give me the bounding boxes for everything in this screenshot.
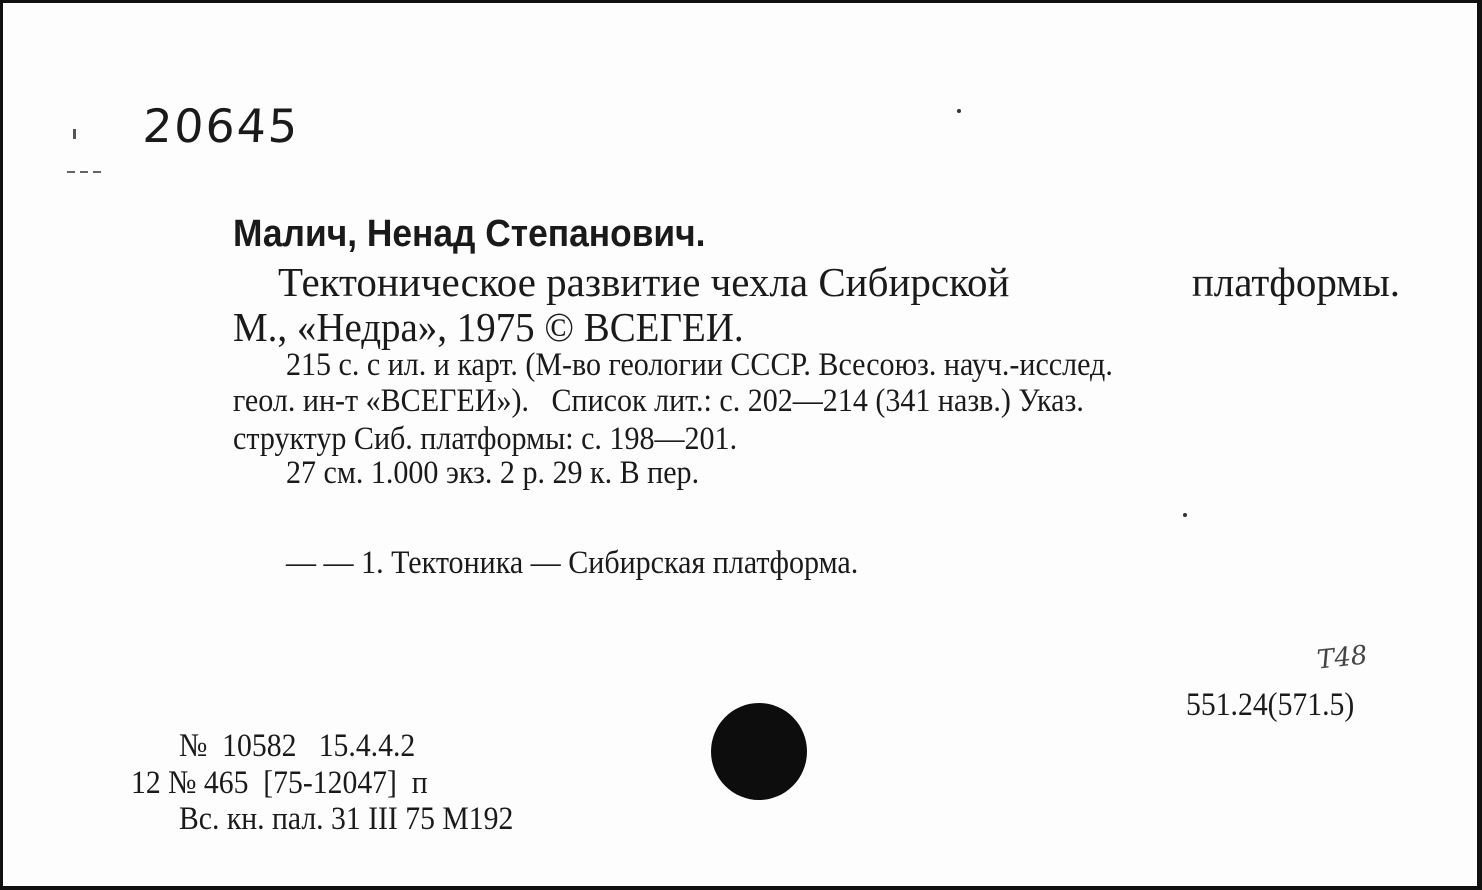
inventory-number: 20645 bbox=[141, 99, 301, 153]
title-text-end: платформы. bbox=[1191, 259, 1400, 305]
punch-hole bbox=[711, 703, 807, 800]
record-line: 12 № 465 [75-12047] п bbox=[131, 765, 428, 801]
title-text: Тектоническое развитие чехла Сибирской bbox=[278, 259, 1010, 305]
handwritten-note: Т48 bbox=[1315, 640, 1369, 676]
margin-dash-mark bbox=[67, 171, 101, 173]
description-line: 215 с. с ил. и карт. (М-во геологии СССР. Всесоюз. науч.-исслед. bbox=[286, 347, 1113, 383]
record-line: Вс. кн. пал. 31 III 75 М192 bbox=[179, 801, 514, 837]
ink-speck bbox=[957, 109, 961, 113]
ink-speck bbox=[1183, 513, 1187, 517]
margin-mark bbox=[73, 129, 76, 139]
title-line-1 bbox=[278, 258, 1400, 306]
description-line: геол. ин-т «ВСЕГЕИ»). Список лит.: с. 202—214 (341 назв.) Указ. bbox=[233, 383, 1084, 419]
udc-classification: 551.24(571.5) bbox=[1186, 687, 1355, 723]
description-line: 27 см. 1.000 экз. 2 р. 29 к. В пер. bbox=[286, 455, 700, 491]
record-line: № 10582 15.4.4.2 bbox=[179, 728, 416, 764]
subject-heading: — — 1. Тектоника — Сибирская платформа. bbox=[286, 545, 859, 581]
publication-line: М., «Недра», 1975 © ВСЕГЕИ. bbox=[233, 304, 744, 350]
author-heading: Малич, Ненад Степанович. bbox=[233, 213, 706, 255]
description-line: структур Сиб. платформы: с. 198—201. bbox=[233, 421, 738, 457]
